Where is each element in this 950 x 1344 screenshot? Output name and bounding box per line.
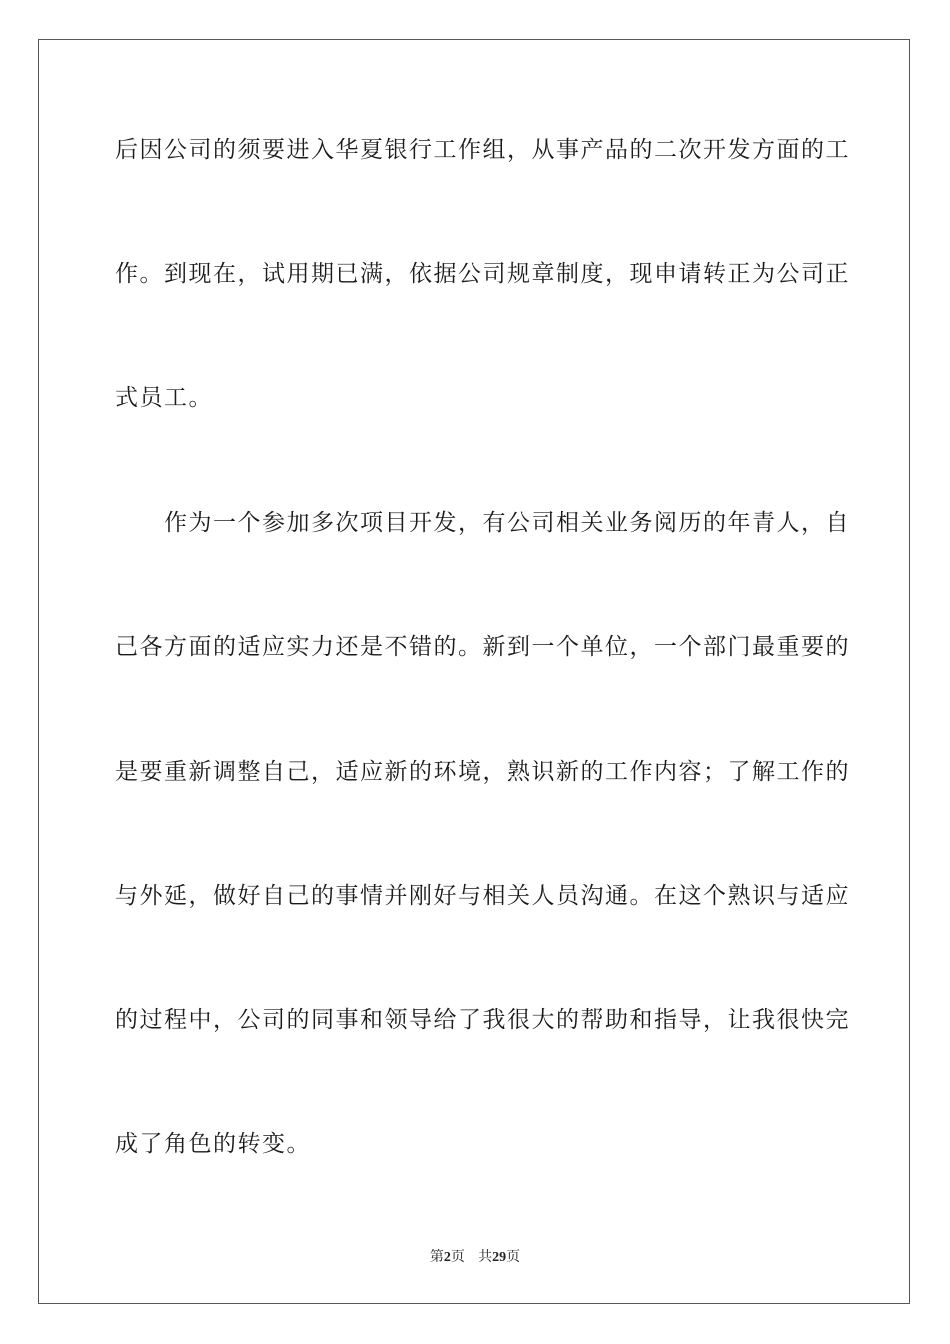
paragraph-2-line-3: 是要重新调整自己，适应新的环境，熟识新的工作内容；了解工作的 — [115, 759, 850, 785]
page-number: 2 — [443, 1250, 451, 1265]
page-footer — [0, 1248, 950, 1267]
paragraph-2-line-5: 的过程中，公司的同事和领导给了我很大的帮助和指导，让我很快完 — [115, 1007, 850, 1033]
paragraph-2-line-2: 己各方面的适应实力还是不错的。新到一个单位，一个部门最重要的 — [115, 634, 850, 660]
paragraph-2-line-1: 作为一个参加多次项目开发，有公司相关业务阅历的年青人，自 — [164, 510, 850, 536]
page-suffix: 页 — [450, 1249, 465, 1265]
total-prefix: 共 — [478, 1249, 493, 1265]
page-prefix: 第 — [429, 1249, 444, 1265]
total-suffix: 页 — [506, 1249, 521, 1265]
total-pages: 29 — [492, 1250, 507, 1265]
paragraph-1-line-3: 式员工。 — [115, 385, 213, 411]
page-border — [38, 39, 910, 1304]
paragraph-1-line-1: 后因公司的须要进入华夏银行工作组，从事产品的二次开发方面的工 — [115, 137, 850, 163]
paragraph-2-line-4: 与外延，做好自己的事情并刚好与相关人员沟通。在这个熟识与适应 — [115, 883, 850, 909]
paragraph-2-line-6: 成了角色的转变。 — [115, 1131, 311, 1157]
paragraph-1-line-2: 作。到现在，试用期已满，依据公司规章制度，现申请转正为公司正 — [115, 261, 850, 287]
